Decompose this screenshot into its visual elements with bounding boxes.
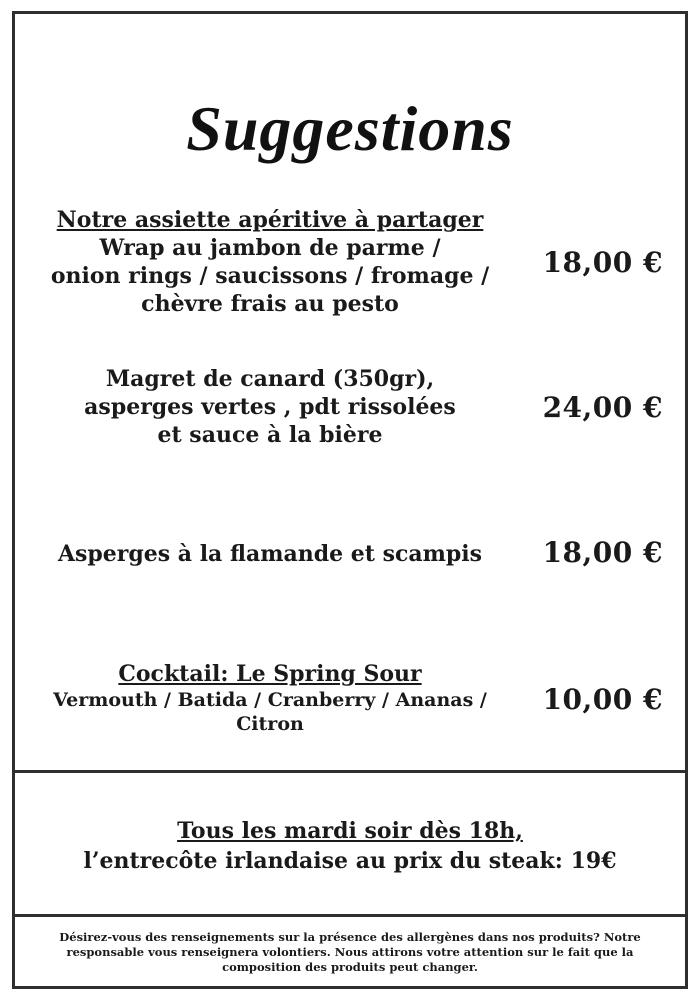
menu-title: Suggestions xyxy=(186,93,514,164)
menu-item-asperges xyxy=(15,540,525,568)
menu-item-price: 24,00 € xyxy=(542,391,663,424)
menu-item-line: Citron xyxy=(236,713,304,735)
menu-item-line: Vermouth / Batida / Cranberry / Ananas / xyxy=(53,689,487,711)
menu-item-line: Magret de canard (350gr), xyxy=(105,366,435,392)
promo-section xyxy=(15,816,685,876)
menu-item-line: asperges vertes , pdt rissolées xyxy=(84,394,456,420)
menu-item-magret xyxy=(15,365,525,449)
menu-item-heading: Cocktail: Le Spring Sour xyxy=(118,661,422,687)
menu-card xyxy=(12,11,688,989)
menu-item-price: 18,00 € xyxy=(542,246,663,279)
menu-item-line: onion rings / saucissons / fromage / xyxy=(50,263,490,289)
menu-item-line: et sauce à la bière xyxy=(157,422,383,448)
menu-item-aperitif xyxy=(15,206,525,318)
menu-item-line: Wrap au jambon de parme / xyxy=(99,235,441,261)
menu-item-cocktail xyxy=(15,660,525,736)
menu-item-line: Asperges à la flamande et scampis xyxy=(57,541,483,567)
menu-item-line: chèvre frais au pesto xyxy=(141,291,399,317)
promo-text: l’entrecôte irlandaise au prix du steak: 19€ xyxy=(83,848,617,874)
menu-item-price: 18,00 € xyxy=(542,536,663,569)
menu-item-heading: Notre assiette apéritive à partager xyxy=(56,207,484,233)
menu-item-price: 10,00 € xyxy=(542,683,663,716)
section-divider xyxy=(15,914,685,917)
allergen-note: Désirez-vous des renseignements sur la présence des allergènes dans nos produits? Notre responsable vous renseignera volontiers. Nous attirons votre attention sur le fait que la composition des produits peut changer. xyxy=(59,930,641,974)
section-divider xyxy=(15,770,685,773)
promo-heading: Tous les mardi soir dès 18h, xyxy=(177,818,523,844)
